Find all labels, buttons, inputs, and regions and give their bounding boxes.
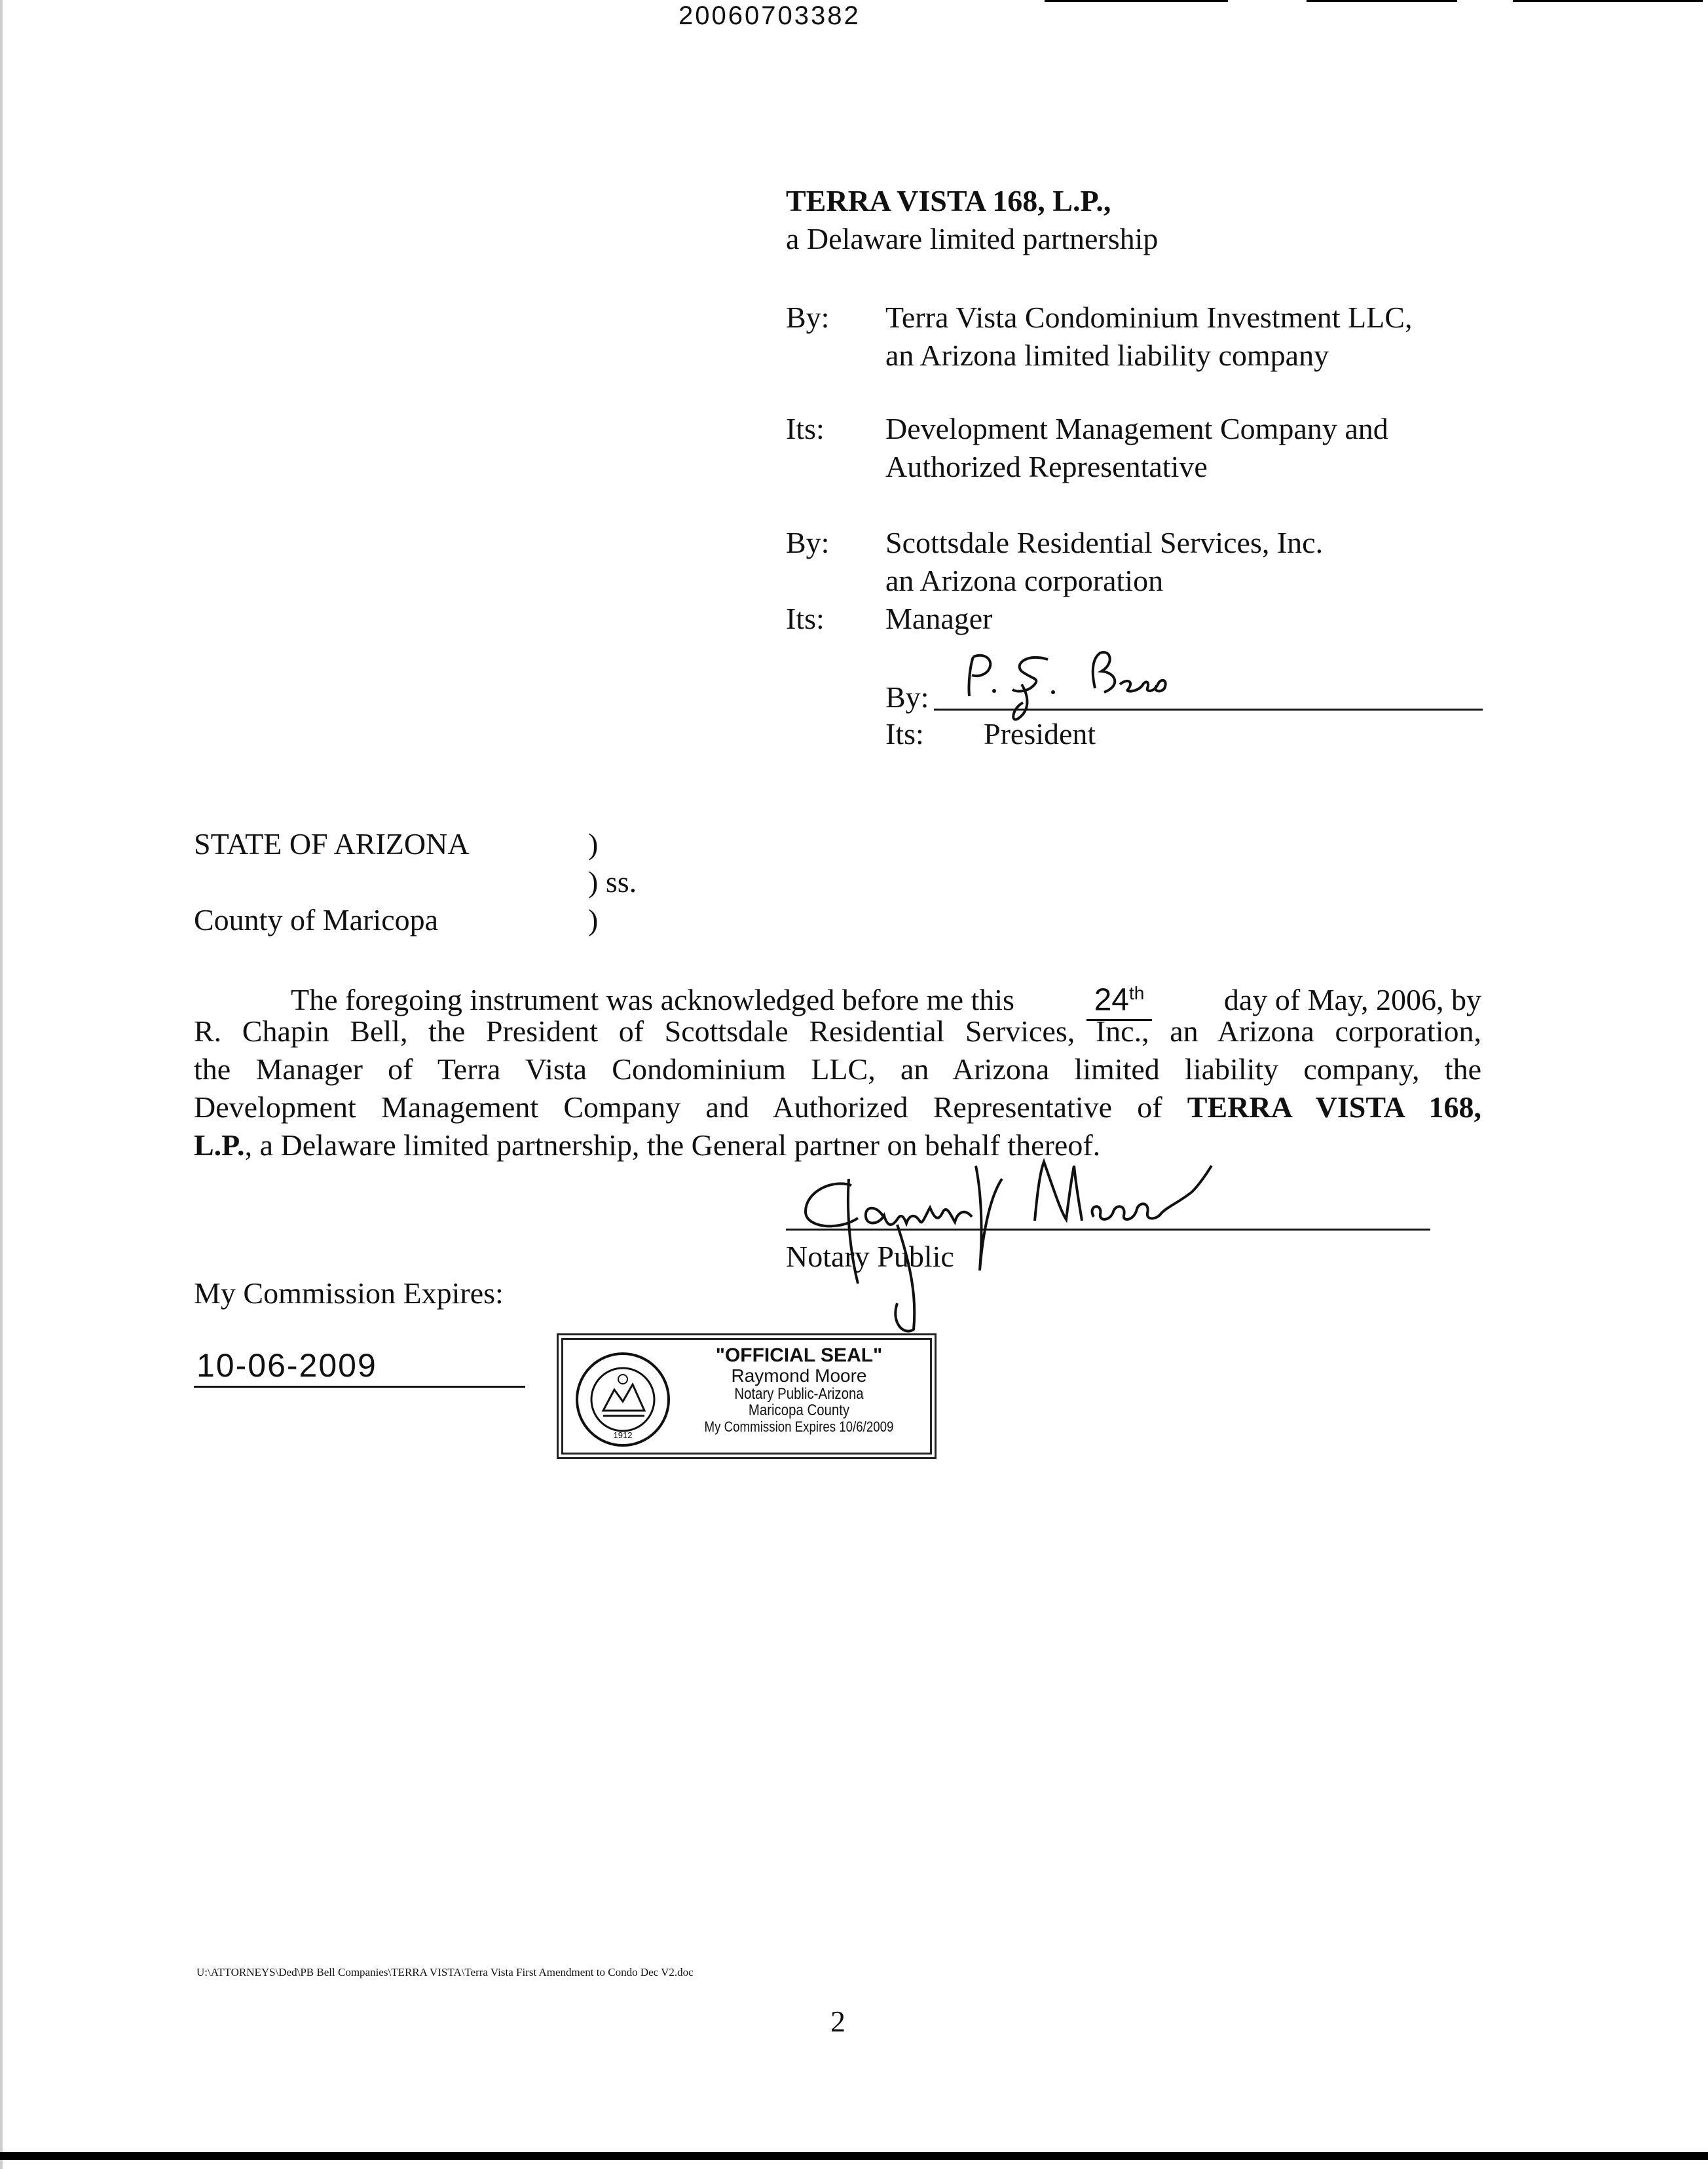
acknowledgment-line-4 [194,1088,1481,1126]
seal-year: 1912 [613,1430,633,1440]
manager-role: Manager [885,602,993,635]
by-label: By: [786,301,830,334]
state-seal-emblem [574,1350,672,1449]
by-label: By: [786,526,830,559]
venue-ss: ) ss. [588,865,637,899]
notary-public-label: Notary Public [786,1240,954,1273]
venue-bracket: ) [588,827,599,861]
manager-description: an Arizona corporation [885,564,1164,597]
acknowledgment-line-2: R. Chapin Bell, the President of Scottsdale Residential Services, Inc., an Arizona corporation, [194,1014,1481,1048]
its-label: Its: [786,602,825,635]
scan-edge-top [1513,0,1703,2]
seal-title: "OFFICIAL SEAL" [715,1344,883,1366]
its-label: Its: [786,412,825,445]
ack-day-suffix: th [1128,983,1145,1003]
signer-title: President [984,717,1096,751]
entity-description: a Delaware limited partnership [786,222,1159,255]
scan-edge-top [1045,0,1228,2]
ack-text: day of May, 2006, by [1223,983,1481,1017]
ack-text: Development Management Company and Authorized Representative of [194,1090,1187,1124]
manager-name: Scottsdale Residential Services, Inc. [885,526,1324,559]
venue-county: County of Maricopa [194,903,439,936]
ack-text: The foregoing instrument was acknowledged before me this [291,983,1014,1017]
member-description: an Arizona limited liability company [885,339,1329,372]
seal-line-3: My Commission Expires 10/6/2009 [704,1418,894,1435]
role-description-cont: Authorized Representative [885,450,1208,483]
scan-edge-left [0,0,3,2169]
seal-line-1: Notary Public-Arizona [734,1385,864,1403]
record-number: 20060703382 [678,1,861,30]
member-name: Terra Vista Condominium Investment LLC, [885,301,1413,334]
scan-edge-bottom [0,2152,1708,2160]
commission-date-line [194,1386,525,1388]
ack-day-handwritten: 24 [1094,982,1129,1018]
signer-its-label: Its: [885,717,924,751]
acknowledgment-line-3: the Manager of Terra Vista Condominium LLC, an Arizona limited liability company, the [194,1052,1481,1086]
seal-notary-name: Raymond Moore [731,1365,867,1386]
notary-seal [557,1333,937,1459]
role-description: Development Management Company and [885,412,1388,445]
scan-edge-top [1307,0,1457,2]
document-path: U:\ATTORNEYS\Ded\PB Bell Companies\TERRA VISTA\Terra Vista First Amendment to Condo Dec V2.doc [196,1966,694,1978]
seal-line-2: Maricopa County [748,1401,850,1419]
venue-bracket: ) [588,903,599,936]
ack-text: , a Delaware limited partnership, the General partner on behalf thereof. [244,1128,1101,1162]
commission-label: My Commission Expires: [194,1276,504,1310]
page-number: 2 [830,2005,845,2038]
ack-entity-bold: TERRA VISTA 168, [1187,1090,1481,1124]
entity-name: TERRA VISTA 168, L.P., [786,184,1111,217]
commission-date-handwritten: 10-06-2009 [196,1347,377,1384]
venue-state: STATE OF ARIZONA [194,827,470,861]
signer-by-label: By: [885,680,929,714]
seal-text-block [668,1345,930,1435]
ack-entity-bold: L.P. [194,1128,245,1162]
